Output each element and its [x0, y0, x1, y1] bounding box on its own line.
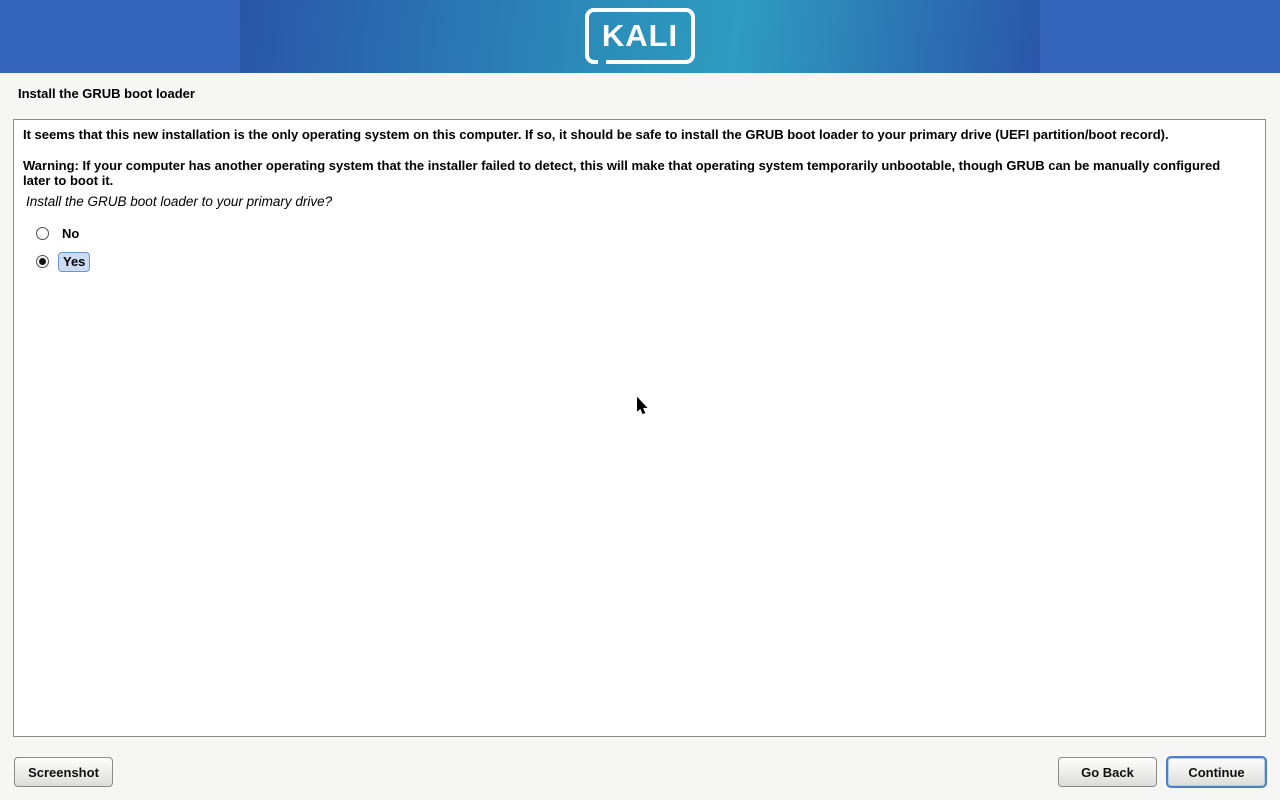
continue-button[interactable]: Continue — [1166, 756, 1267, 788]
content-panel — [13, 119, 1266, 737]
kali-logo-text: KALI — [601, 17, 679, 53]
kali-logo — [585, 8, 695, 66]
grub-info-paragraph: It seems that this new installation is the only operating system on this computer. If so, it should be safe to install the GRUB boot loader to your primary drive (UEFI partition/boot record). — [23, 127, 1169, 142]
go-back-button[interactable]: Go Back — [1058, 757, 1157, 787]
radio-option-no[interactable] — [36, 220, 1251, 248]
radio-yes-icon[interactable] — [36, 255, 49, 268]
grub-warning-paragraph: Warning: If your computer has another operating system that the installer failed to detect, this will make that operating system temporarily unbootable, though GRUB can be manually configured later to boot it. — [23, 157, 1221, 188]
radio-yes-label[interactable]: Yes — [58, 252, 90, 272]
radio-no-icon[interactable] — [36, 227, 49, 240]
grub-question: Install the GRUB boot loader to your primary drive? — [26, 193, 333, 209]
radio-no-label[interactable]: No — [62, 226, 80, 241]
banner-gradient — [240, 0, 1040, 73]
page-title: Install the GRUB boot loader — [18, 86, 195, 101]
radio-option-yes[interactable] — [36, 248, 1251, 276]
top-banner — [0, 0, 1280, 73]
screenshot-button[interactable]: Screenshot — [14, 757, 113, 787]
